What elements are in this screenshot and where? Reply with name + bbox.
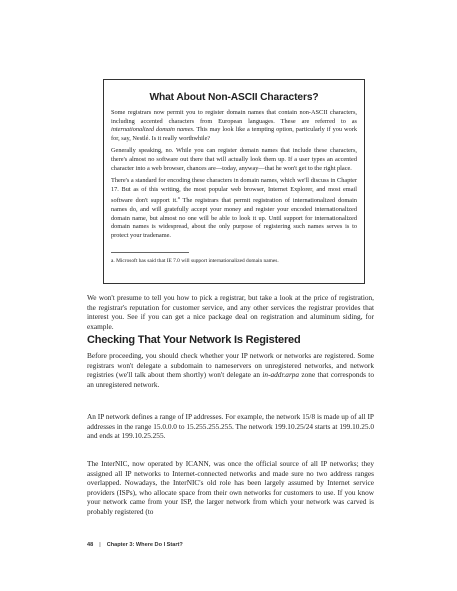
sidebar-p1-emphasis: internationalized domain names	[111, 126, 193, 134]
body-paragraph-2	[87, 351, 374, 389]
body-p2-emphasis: in-addr.arpa	[262, 370, 300, 380]
body-paragraph-4: The InterNIC, now operated by ICANN, was once the official source of all IP networks; they assigned all IP networks to Internet-connected networks and made sure no two address ranges overlapped. Nowadays, the InterNIC's old role has been largely assumed by Internet service providers (ISPs), who allocate space from their own networks for customers to use. If you know your network came from your ISP, the larger network from which your network was carved is probably registered (to	[87, 459, 374, 516]
sidebar-p3-text-a: There's a standard for encoding these characters in domain names, which we'll discuss in Chapter 17. But as of this writing, the most popular web browser, Internet Explorer, and most email software don't support it.	[111, 177, 357, 205]
page-number: 48	[87, 542, 94, 548]
sidebar-box	[103, 79, 365, 284]
body-p2-text-a: Before proceeding, you should check whether your IP network or networks are registered. Some registrars won't delegate a subdomain to nameservers on unregistered networks, and network registries (we'll talk about them shortly) won't delegate an	[87, 351, 374, 380]
sidebar-title: What About Non-ASCII Characters?	[149, 92, 319, 103]
sidebar-p3-text-b: The registrars that permit registration of internationalized domain names do, and will gratefully accept your money and register your encoded internationalized domain name, but almost no one will be able to look it up. Until support for internationalized domain names is widespread, about the only purpose of registering such names serves is to protect your tradename.	[111, 197, 357, 239]
body-p2-text-b: zone that corresponds to an unregistered network.	[87, 370, 374, 389]
sidebar-p1-text-b: . This may look like a tempting option, particularly if you work for, say, Nestlé. Is it really worthwhile?	[111, 126, 357, 142]
footer-chapter-title: Chapter 3: Where Do I Start?	[106, 542, 183, 548]
body-paragraph-1: We won't presume to tell you how to pick a registrar, but take a look at the price of registration, the registrar's reputation for customer service, and any other services the registrar provides that interest you. See if you can get a nice package deal on registration and aluminum siding, for example.	[87, 293, 374, 331]
footnote-marker: a	[177, 195, 180, 201]
page-footer	[87, 542, 183, 548]
sidebar-footnote: a. Microsoft has said that IE 7.0 will support internationalized domain names.	[111, 258, 279, 264]
footer-separator: |	[99, 542, 101, 548]
sidebar-paragraph-2: Generally speaking, no. While you can register domain names that include these characters, there's almost no software out there that will actually look them up. If a user types an accented character into a web browser, chances are—today, anyway—that he won't get to the right place.	[111, 147, 357, 172]
body-paragraph-3: An IP network defines a range of IP addresses. For example, the network 15/8 is made up of all IP addresses in the range 15.0.0.0 to 15.255.255.255. The network 199.10.25/24 starts at 199.10.25.0 and ends at 199.10.25.255.	[87, 412, 374, 441]
sidebar-p1-text-a: Some registrars now permit you to register domain names that contain non-ASCII characters, including accented characters from European languages. These are referred to as	[111, 109, 357, 125]
sidebar-paragraph-3	[111, 177, 357, 240]
sidebar-paragraph-1	[111, 109, 357, 143]
section-heading: Checking That Your Network Is Registered	[87, 334, 301, 346]
footnote-rule	[111, 252, 189, 253]
